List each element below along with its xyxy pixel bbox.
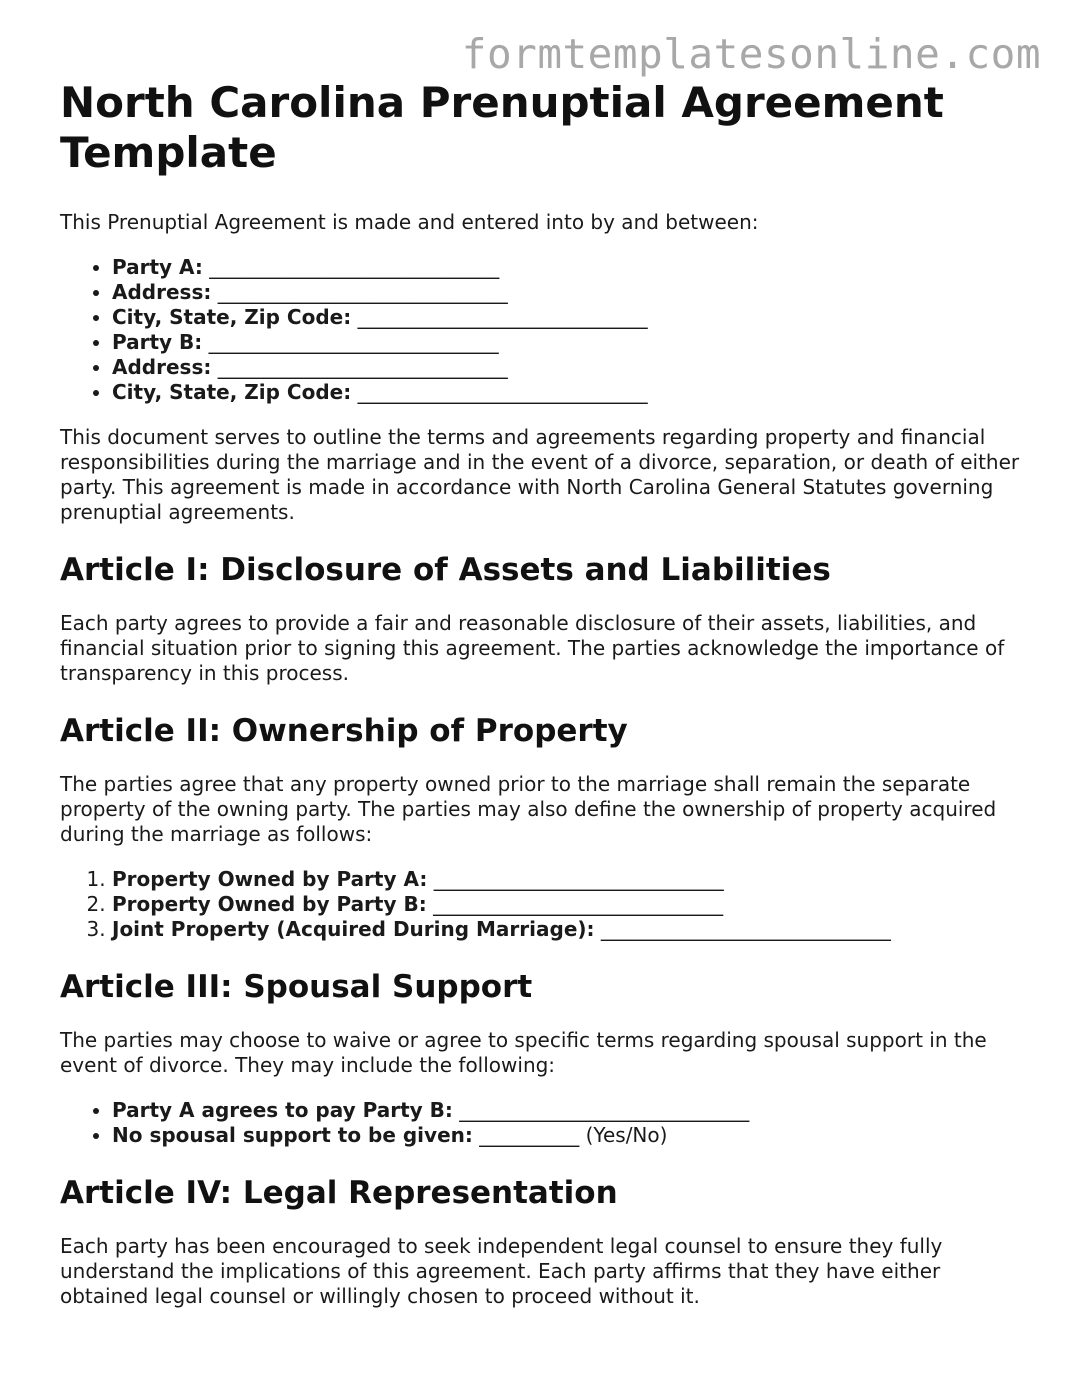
page-title: North Carolina Prenuptial Agreement Template (60, 78, 944, 177)
article-3-text: The parties may choose to waive or agree to specific terms regarding spousal support in the event of divorce. They may include the following: (60, 1028, 987, 1077)
property-list (60, 867, 1020, 942)
purpose-text: This document serves to outline the terms and agreements regarding property and financial responsibilities during the marriage and in the event of a divorce, separation, or death of either party. This agreement is made in accordance with North Carolina General Statutes governing prenuptial agreements. (60, 425, 1020, 524)
article-1-text: Each party agrees to provide a fair and reasonable disclosure of their assets, liabilities, and financial situation prior to signing this agreement. The parties acknowledge the importance of transparency in this process. (60, 611, 1005, 685)
list-item-joint-property (112, 917, 1020, 942)
city-state-zip-b-blank[interactable]: _____________________________ (357, 380, 648, 404)
field-label: Property Owned by Party A: (112, 867, 428, 891)
article-4-text: Each party has been encouraged to seek independent legal counsel to ensure they fully understand the implications of this agreement. Each party affirms that they have either obtained legal counsel or willingly chosen to proceed without it. (60, 1234, 943, 1308)
party-a-blank[interactable]: _____________________________ (209, 255, 500, 279)
field-label: Address: (112, 280, 212, 304)
list-item-party-b (112, 330, 1020, 355)
article-2-text: The parties agree that any property owned prior to the marriage shall remain the separate property of the owning party. The parties may also define the ownership of property acquired during the marriage as follows: (60, 772, 997, 846)
field-label: No spousal support to be given: (112, 1123, 473, 1147)
field-label: City, State, Zip Code: (112, 380, 352, 404)
party-b-blank[interactable]: _____________________________ (208, 330, 499, 354)
article-3-heading: Article III: Spousal Support (60, 969, 533, 1005)
document-page (60, 78, 1020, 1329)
article-1-heading: Article I: Disclosure of Assets and Liabilities (60, 552, 831, 588)
list-item-property-a (112, 867, 1020, 892)
no-support-blank[interactable]: __________ (479, 1123, 580, 1147)
address-b-blank[interactable]: _____________________________ (217, 355, 508, 379)
intro-text: This Prenuptial Agreement is made and entered into by and between: (60, 210, 759, 234)
list-item-city-b (112, 380, 1020, 405)
joint-property-blank[interactable]: _____________________________ (600, 917, 891, 941)
address-a-blank[interactable]: _____________________________ (217, 280, 508, 304)
list-item-address-a (112, 280, 1020, 305)
field-label: Address: (112, 355, 212, 379)
yes-no-hint: (Yes/No) (585, 1123, 668, 1147)
watermark: formtemplatesonline.com (461, 30, 1041, 78)
field-label: Property Owned by Party B: (112, 892, 427, 916)
article-2-heading: Article II: Ownership of Property (60, 713, 628, 749)
list-item-property-b (112, 892, 1020, 917)
parties-list (60, 255, 1020, 405)
field-label: Party A agrees to pay Party B: (112, 1098, 453, 1122)
field-label: Party B: (112, 330, 203, 354)
list-item-party-a (112, 255, 1020, 280)
list-item-support-amount (112, 1098, 1020, 1123)
list-item-city-a (112, 305, 1020, 330)
field-label: Joint Property (Acquired During Marriage): (112, 917, 595, 941)
field-label: Party A: (112, 255, 203, 279)
property-b-blank[interactable]: _____________________________ (433, 892, 724, 916)
article-4-heading: Article IV: Legal Representation (60, 1175, 618, 1211)
list-item-address-b (112, 355, 1020, 380)
city-state-zip-a-blank[interactable]: _____________________________ (357, 305, 648, 329)
property-a-blank[interactable]: _____________________________ (433, 867, 724, 891)
support-list (60, 1098, 1020, 1148)
field-label: City, State, Zip Code: (112, 305, 352, 329)
list-item-no-support (112, 1123, 1020, 1148)
support-amount-blank[interactable]: _____________________________ (459, 1098, 750, 1122)
